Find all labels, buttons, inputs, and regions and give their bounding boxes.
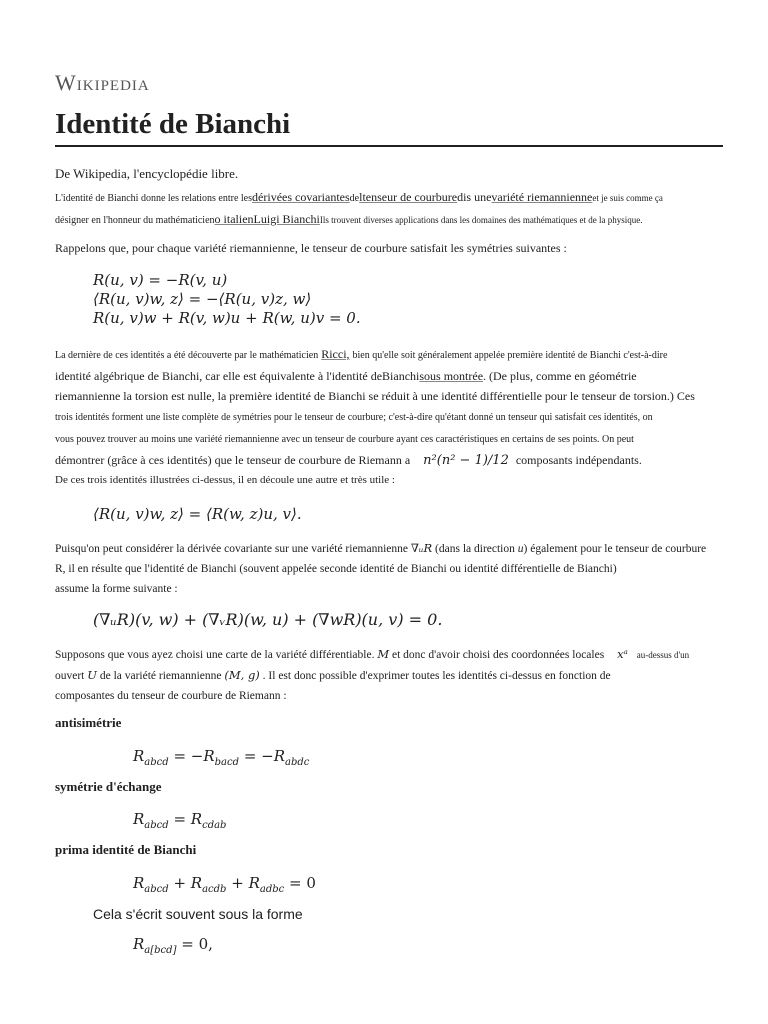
equation-symetrie-echange: $R_{abcd} = R_{cdab}$ [133, 810, 227, 831]
equation-pair-symmetry: ⟨R(u, v)w, z⟩ = ⟨R(w, z)u, v⟩. [93, 505, 302, 523]
equation-line: R(u, v) = −R(v, u) [93, 271, 228, 289]
link-sous-montree[interactable]: sous montrée [419, 369, 484, 383]
formula-count: n²(n² − 1)/12 [423, 453, 509, 468]
link-luigi-bianchi[interactable]: Luigi Bianchi [253, 212, 320, 226]
formula-nabla: ∇ᵤR [410, 541, 433, 555]
paragraph-de-ces: De ces trois identités illustrées ci-dessus, il en découle une autre et très utile : [55, 474, 395, 486]
cela-text: Cela s'écrit souvent sous la forme [93, 906, 303, 922]
intro-paragraph: L'identité de Bianchi donne les relations entre lesdérivées covariantesdeltenseur de courburedis unevariété riemannienneet je suis comme ça désigner en l'honneur du mathématicieno italienLuigi BianchiIls trouvent diverses applications dans les domaines des mathématiques et de la physique. [55, 190, 663, 226]
paragraph-puisquon: Puisqu'on peut considérer la dérivée covariante sur une variété riemannienne ∇ᵤR (dans la direction u) également pour le tenseur de courbure R, il en résulte que l'identité de Bianchi (souvent appelée seconde identité de Bianchi ou identité différentielle de Bianchi) assume la forme suivante : [55, 541, 707, 595]
link-tenseur-courbure[interactable]: ltenseur de courbure [359, 190, 458, 204]
page-title: Identité de Bianchi [55, 108, 723, 147]
equation-prima-identite: $R_{abcd} + R_{acdb} + R_{adbc} = 0$ [133, 874, 316, 895]
link-ricci[interactable]: Ricci, [321, 347, 350, 361]
paragraph-ricci: La dernière de ces identités a été découverte par le mathématicien Ricci, bien qu'elle soit généralement appelée première identité de Bianchi c'est-à-dire identité algébrique de Bianchi, car elle est équivalente à l'identité deBianchisous montrée. (De plus, comme en géométrie riemannienne la torsion est nulle, la première identité de Bianchi se réduit à une identité différentielle pour le tenseur de torsion.) Ces trois identités forment une liste complète de symétries pour le tenseur de courbure; c'est-à-dire qu'étant donné un tenseur qui satisfait ces identités, on vous pouvez trouver au moins une variété riemannienne avec un tenseur de courbure ayant ces caractéristiques en certains de ses points. On peut démontrer (grâce à ces identités) que le tenseur de courbure de Riemann a n²(n² − 1)/12 composants indépendants. [55, 347, 695, 468]
equation-compact: $R_{a[bcd]} = 0$, [133, 935, 213, 956]
heading-symetrie-echange: symétrie d'échange [55, 779, 162, 794]
paragraph-rappelons: Rappelons que, pour chaque variété riemannienne, le tenseur de courbure satisfait les symétries suivantes : [55, 241, 567, 255]
heading-antisymetrie: antisimétrie [55, 715, 122, 730]
equation-second-bianchi: (∇ᵤR)(v, w) + (∇ᵥR)(w, u) + (∇𝑤R)(u, v) = 0. [93, 610, 443, 629]
link-derivees-covariantes[interactable]: dérivées covariantes [252, 190, 350, 204]
heading-prima-identite: prima identité de Bianchi [55, 842, 197, 857]
link-italien[interactable]: o italien [214, 212, 254, 226]
equation-symmetries [93, 271, 361, 328]
equation-line: R(u, v)w + R(v, w)u + R(w, u)v = 0. [93, 309, 361, 327]
paragraph-supposons: Supposons que vous ayez choisi une carte de la variété différentiable. M et donc d'avoir choisi des coordonnées locales xᵃ au-dessus d'un ouvert U de la variété riemannienne (M, g) . Il est donc possible d'exprimer toutes les identités ci-dessus en fonction de composantes du tenseur de courbure de Riemann : [55, 647, 690, 702]
tagline: De Wikipedia, l'encyclopédie libre. [55, 166, 239, 181]
link-variete-riemannienne[interactable]: variété riemannienne [491, 190, 593, 204]
wikipedia-logo[interactable]: Wikipedia [55, 70, 150, 95]
equation-antisymetrie: $R_{abcd} = -R_{bacd} = -R_{abdc}$ [133, 747, 310, 768]
equation-line: ⟨R(u, v)w, z⟩ = −⟨R(u, v)z, w⟩ [93, 290, 312, 308]
